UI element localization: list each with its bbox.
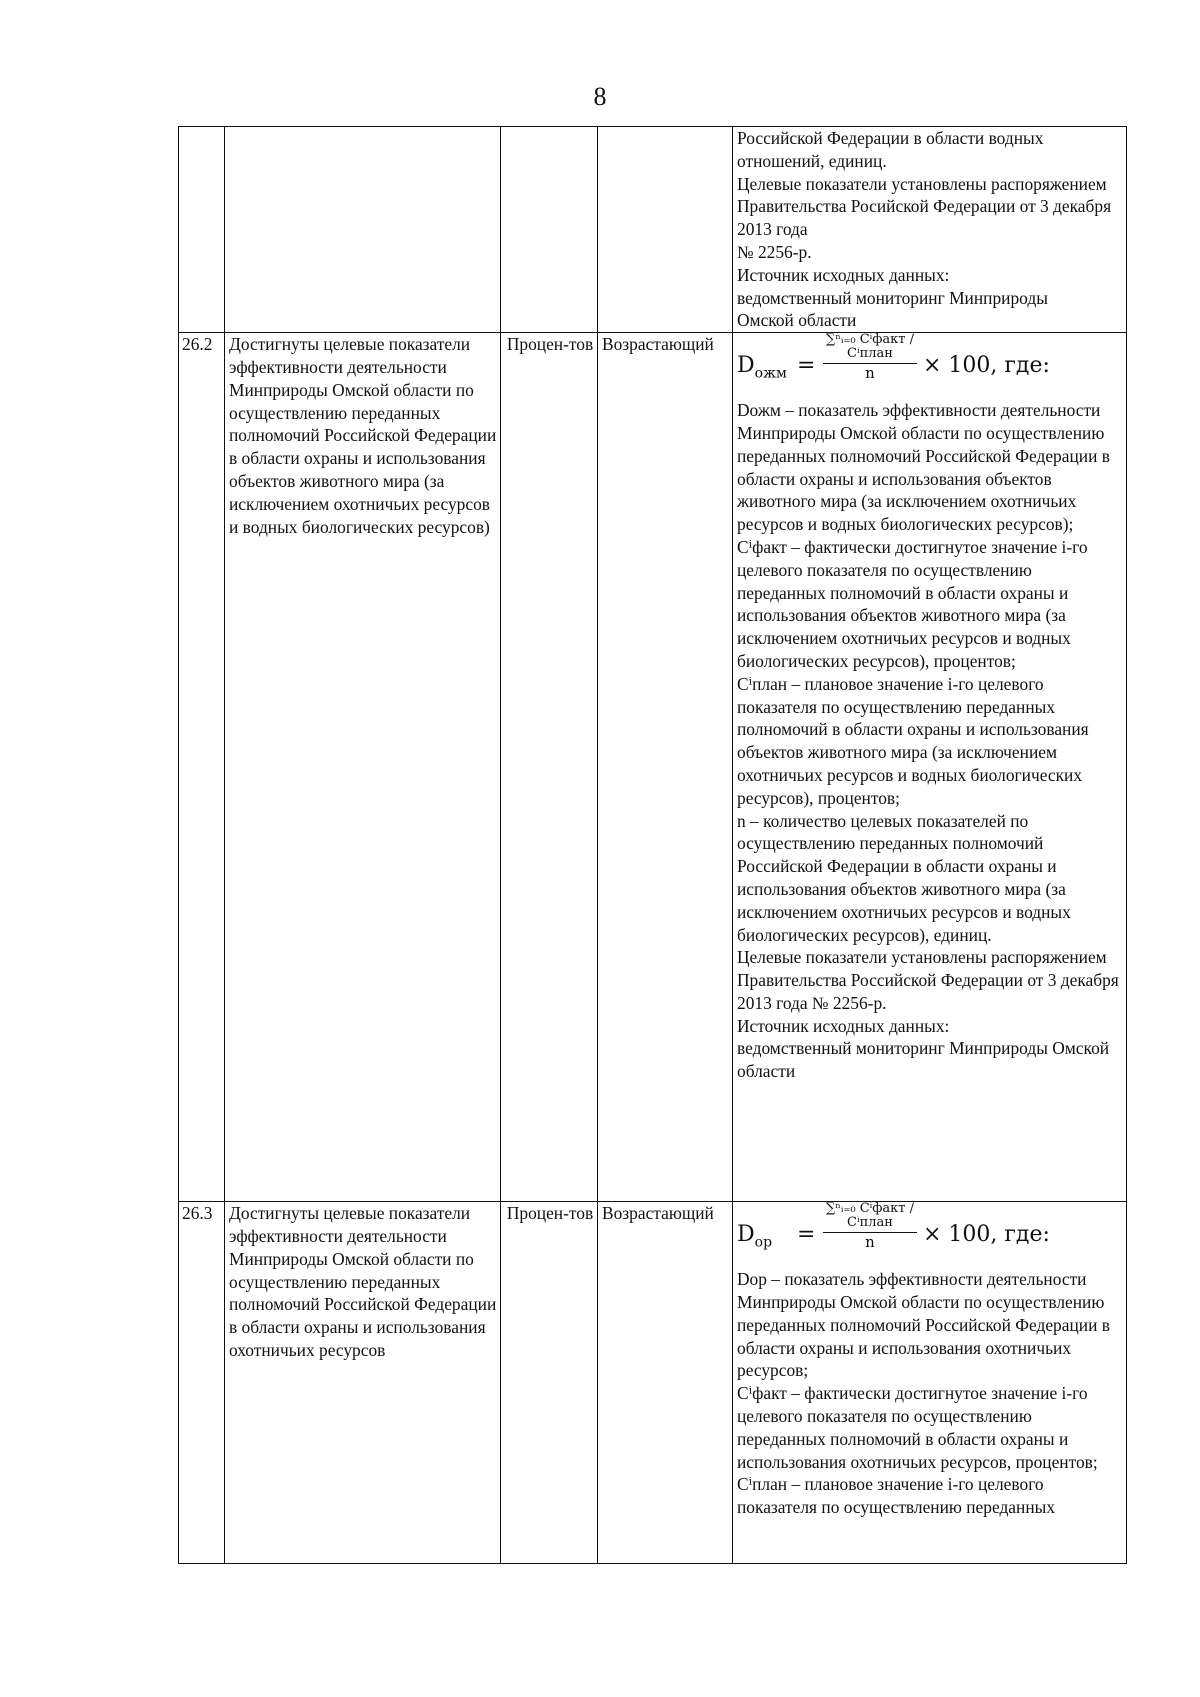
formula	[737, 333, 1124, 399]
description-paragraph: Российской Федерации в области водных отношений, единиц.	[737, 128, 1044, 171]
description-paragraph: ведомственный мониторинг Минприроды	[737, 287, 1048, 308]
formula	[737, 1202, 1124, 1268]
table-row	[179, 333, 1127, 1202]
formula-lhs: $D_{op}$	[737, 1222, 773, 1251]
trend-cell: Возрастающий	[598, 333, 733, 1202]
formula-fraction	[823, 1202, 917, 1251]
description-cell	[733, 127, 1127, 333]
unit-cell: Процен-тов	[501, 1202, 598, 1564]
formula-equals: =	[797, 1222, 816, 1248]
table-row	[179, 127, 1127, 333]
description-paragraph: Cⁱплан – плановое значение i-го целевого показателя по осуществлению переданных	[737, 1474, 1056, 1518]
description-paragraph: Cⁱплан – плановое значение i-го целевого показателя по осуществлению переданных полномочий в области охраны и использования объектов животного мира (за исключением охотничьих ресурсов и водных биологических ресурсов), процентов;	[737, 673, 1089, 808]
formula-tail: × 100, где:	[923, 1222, 1050, 1248]
formula-denominator: n	[865, 364, 875, 383]
formula-fraction	[823, 333, 917, 382]
description-paragraph: Dop – показатель эффективности деятельности Минприроды Омской области по осуществлению переданных полномочий Российской Федерации в области охраны и использования охотничьих ресурсов;	[737, 1269, 1110, 1381]
description-paragraph: n – количество целевых показателей по осуществлению переданных полномочий Российской Федерации в области охраны и использования объектов животного мира (за исключением охотничьих ресурсов и водных биологических ресурсов), единиц.	[737, 810, 1071, 945]
description-paragraph: Cⁱфакт – фактически достигнутое значение i-го целевого показателя по осуществлению переданных полномочий в области охраны и использования охотничьих ресурсов, процентов;	[737, 1383, 1098, 1472]
row-number: 26.3	[179, 1202, 225, 1564]
formula-equals: =	[797, 353, 816, 379]
page-number: 8	[593, 82, 607, 111]
indicator-name	[225, 127, 501, 333]
description-paragraph: Целевые показатели установлены распоряжением Правительства Росийской Федерации от 3 декабря 2013 года	[737, 173, 1112, 240]
description-paragraph: Целевые показатели установлены распоряжением Правительства Российской Федерации от 3 декабря 2013 года № 2256-р.	[737, 947, 1119, 1013]
description-paragraph: Омской области	[737, 310, 857, 331]
unit-cell: Процен-тов	[501, 333, 598, 1202]
description-cell	[733, 333, 1127, 1202]
description-paragraph: Dожм – показатель эффективности деятельности Минприроды Омской области по осуществлению переданных полномочий Российской Федерации в области охраны и использования объектов животного мира (за исключением охотничьих ресурсов и водных биологических ресурсов);	[737, 400, 1110, 535]
row-number: 26.2	[179, 333, 225, 1202]
description-paragraph: ведомственный мониторинг Минприроды Омской области	[737, 1038, 1110, 1082]
description-paragraph: Cⁱфакт – фактически достигнутое значение i-го целевого показателя по осуществлению переданных полномочий в области охраны и использования объектов животного мира (за исключением охотничьих ресурсов и водных биологических ресурсов), процентов;	[737, 536, 1088, 671]
description-paragraph: Источник исходных данных:	[737, 264, 950, 285]
formula-numerator: ∑ⁿᵢ₌₀ Cⁱфакт / Cⁱплан	[825, 332, 915, 362]
formula-denominator: n	[865, 1233, 875, 1252]
indicators-table	[178, 126, 1127, 1564]
description-paragraph: № 2256-р.	[737, 241, 812, 262]
formula-tail: × 100, где:	[923, 353, 1050, 379]
description-paragraph: Источник исходных данных:	[737, 1015, 950, 1036]
table-row	[179, 1202, 1127, 1564]
indicator-name: Достигнуты целевые показатели эффективности деятельности Минприроды Омской области по осуществлению переданных полномочий Российской Федерации в области охраны и использования охотничьих ресурсов	[225, 1202, 501, 1564]
trend-cell: Возрастающий	[598, 1202, 733, 1564]
trend-cell	[598, 127, 733, 333]
formula-lhs: $D_{ожм}$	[737, 353, 787, 382]
row-number	[179, 127, 225, 333]
indicator-name: Достигнуты целевые показатели эффективности деятельности Минприроды Омской области по осуществлению переданных полномочий Российской Федерации в области охраны и использования объектов животного мира (за исключением охотничьих ресурсов и водных биологических ресурсов)	[225, 333, 501, 1202]
formula-numerator: ∑ⁿᵢ₌₀ Cⁱфакт / Cⁱплан	[825, 1201, 915, 1231]
unit-cell	[501, 127, 598, 333]
description-cell	[733, 1202, 1127, 1564]
